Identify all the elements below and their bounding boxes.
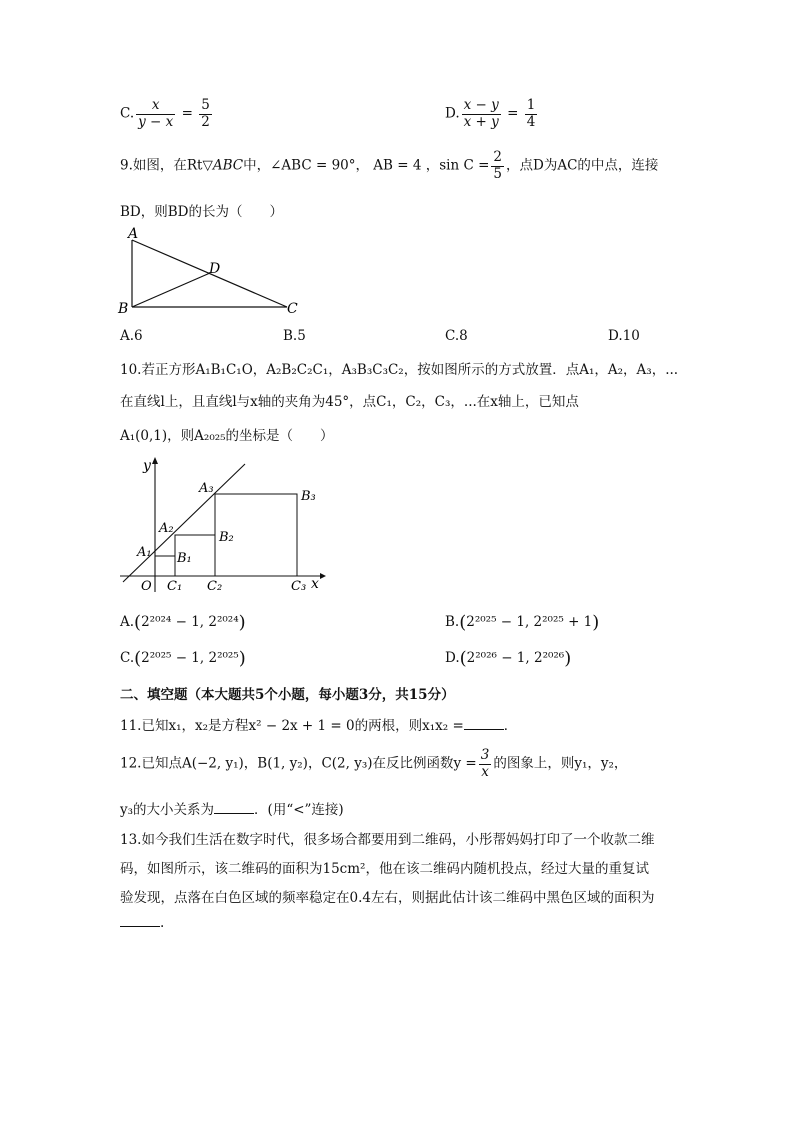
q10-option-d: D.(2²⁰²⁶ − 1, 2²⁰²⁶): [445, 648, 572, 669]
q9-option-c: C.8: [445, 328, 468, 344]
q9-option-d: D.10: [608, 328, 640, 344]
q12-stem-line1: 12.已知点A(−2, y₁)，B(1, y₂)，C(2, y₃)在反比例函数y = $\frac{3}{x}$ 的图象上，则y₁，y₂，: [120, 747, 628, 780]
q11-stem: 11.已知x₁，x₂是方程x² − 2x + 1 = 0的两根，则x₁x₂ = ．: [120, 718, 518, 734]
q9-stem-line1: 9.如图，在Rt▽ABC中，∠ABC = 90°， AB = 4 ，sin C = $\frac{2}{5}$ ，点D为AC的中点，连接: [120, 149, 659, 182]
q13-line2: 码，如图所示，该二维码的面积为15cm²，他在该二维码内随机投点，经过大量的重复试: [120, 861, 649, 877]
fraction: $\frac{x}{y - x}$: [138, 97, 174, 130]
label-d: D: [209, 261, 221, 277]
q12-stem-line2: y₃的大小关系为 ．(用“<”连接): [120, 802, 344, 818]
label-b1: B₁: [177, 551, 192, 566]
option-label: C.: [120, 105, 135, 122]
q9-option-b: B.5: [283, 328, 306, 344]
label-c3: C₃: [291, 579, 307, 594]
q10-stem-line2: 在直线l上，且直线l与x轴的夹角为45°，点C₁，C₂，C₃，...在x轴上，已知点: [120, 394, 579, 410]
q8-option-c: C. $\frac{x}{y - x}$ = $\frac{5}{2}$: [120, 97, 210, 130]
label-x: x: [311, 576, 319, 592]
q10-option-c: C.(2²⁰²⁵ − 1, 2²⁰²⁵): [120, 648, 246, 669]
q10-option-b: B.(2²⁰²⁵ − 1, 2²⁰²⁵ + 1): [445, 612, 600, 633]
option-label: D.: [445, 105, 460, 122]
q10-stem-line1: 10.若正方形A₁B₁C₁O，A₂B₂C₂C₁，A₃B₃C₃C₂，按如图所示的方式放置．点A₁，A₂，A₃，...: [120, 362, 679, 378]
answer-blank[interactable]: [120, 914, 160, 927]
fraction: $\frac{5}{2}$: [201, 97, 210, 130]
label-y: y: [143, 458, 151, 474]
label-c1: C₁: [167, 579, 183, 594]
triangle-symbol: ▽: [202, 157, 213, 174]
section-title: 二、填空题（本大题共5个小题，每小题3分，共15分）: [120, 687, 455, 703]
q10-stem-line3: A₁(0,1)，则A₂₀₂₅的坐标是（ ）: [120, 428, 334, 444]
answer-blank[interactable]: [464, 717, 504, 730]
fraction: $\frac{3}{x}$: [480, 747, 490, 780]
label-b3: B₃: [301, 489, 316, 504]
label-a: A: [128, 226, 139, 242]
q13-line4: .: [120, 914, 164, 931]
q10-option-a: A.(2²⁰²⁴ − 1, 2²⁰²⁴): [120, 612, 246, 633]
fraction: $\frac{1}{4}$: [526, 97, 536, 130]
q9-option-a: A.6: [120, 328, 143, 344]
q10-figure: [115, 452, 330, 597]
label-c2: C₂: [207, 579, 223, 594]
q13-line3: 验发现，点落在白色区域的频率稳定在0.4左右，则据此估计该二维码中黑色区域的面积为: [120, 890, 655, 906]
label-a2: A₂: [159, 521, 174, 536]
q13-line1: 13.如今我们生活在数字时代，很多场合都要用到二维码，小彤帮妈妈打印了一个收款二维: [120, 832, 655, 848]
label-a3: A₃: [199, 481, 214, 496]
fraction: $\frac{x - y}{x + y}$: [463, 97, 499, 130]
q9-stem-line2: BD，则BD的长为（ ）: [120, 204, 283, 220]
label-a1: A₁: [137, 545, 152, 560]
label-o: O: [141, 579, 152, 594]
answer-blank[interactable]: [214, 801, 254, 814]
label-c: C: [287, 301, 298, 317]
sin-fraction: $\frac{2}{5}$: [493, 149, 503, 182]
label-b: B: [118, 301, 129, 317]
q9-figure: [115, 225, 315, 320]
q8-option-d: D. $\frac{x - y}{x + y}$ = $\frac{1}{4}$: [445, 97, 536, 130]
label-b2: B₂: [219, 530, 234, 545]
